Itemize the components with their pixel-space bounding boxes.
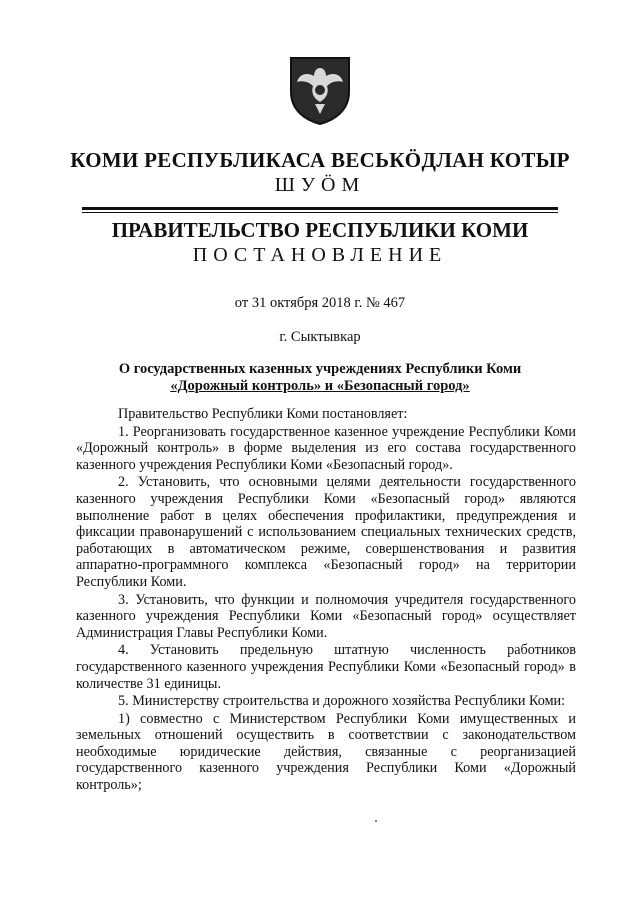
coat-of-arms-icon — [285, 52, 355, 126]
paragraph-5: 5. Министерству строительства и дорожного хозяйства Республики Коми: — [118, 693, 566, 710]
header-divider-thick — [82, 207, 558, 210]
paragraph-4: 4. Установить предельную штатную численность работников государственного казенного учреждения Республики Коми «Безопасный город» в количестве 31 единицы. — [76, 642, 576, 692]
document-body — [76, 406, 576, 794]
ru-document-type: ПОСТАНОВЛЕНИЕ — [192, 244, 448, 266]
document-date-number: от 31 октября 2018 г. № 467 — [234, 295, 406, 311]
paragraph-intro: Правительство Республики Коми постановляет: — [118, 406, 408, 422]
document-place: г. Сыктывкар — [279, 329, 361, 345]
paragraph-3: 3. Установить, что функции и полномочия учредителя государственного казенного учреждения Республики Коми «Безопасный город» осуществляет Администрация Главы Республики Коми. — [76, 591, 576, 641]
header-divider-thin — [82, 212, 558, 213]
komi-government-title: КОМИ РЕСПУБЛИКАСА ВЕСЬКӦДЛАН КОТЫР — [70, 148, 570, 172]
komi-document-type: ШУӦМ — [274, 174, 366, 196]
document-title-line-1: О государственных казенных учреждениях Республики Коми — [118, 361, 522, 377]
ru-government-title: ПРАВИТЕЛЬСТВО РЕСПУБЛИКИ КОМИ — [111, 218, 529, 242]
document-title-line-2: «Дорожный контроль» и «Безопасный город» — [170, 378, 470, 394]
document-title — [80, 361, 560, 395]
paragraph-1: 1. Реорганизовать государственное казенное учреждение Республики Коми «Дорожный контроль» в форме выделения из его состава государственного казенного учреждения Республики Коми «Безопасный город». — [76, 423, 576, 473]
scan-speck — [375, 820, 377, 822]
paragraph-2: 2. Установить, что основными целями деятельности государственного казенного учреждения Республики Коми «Безопасный город» являются выполнение работ в целях обеспечения профилактики, предупреждения и фиксации правонарушений с использованием специальных технических средств, работающих в автоматическом режиме, совершенствования и развития аппаратно-программного комплекса «Безопасный город» на территории Республики Коми. — [76, 474, 576, 590]
paragraph-5-1: 1) совместно с Министерством Республики Коми имущественных и земельных отношений осуществить в соответствии с законодательством необходимые юридические действия, связанные с реорганизацией государственного казенного учреждения Республики Коми «Дорожный контроль»; — [76, 710, 576, 794]
